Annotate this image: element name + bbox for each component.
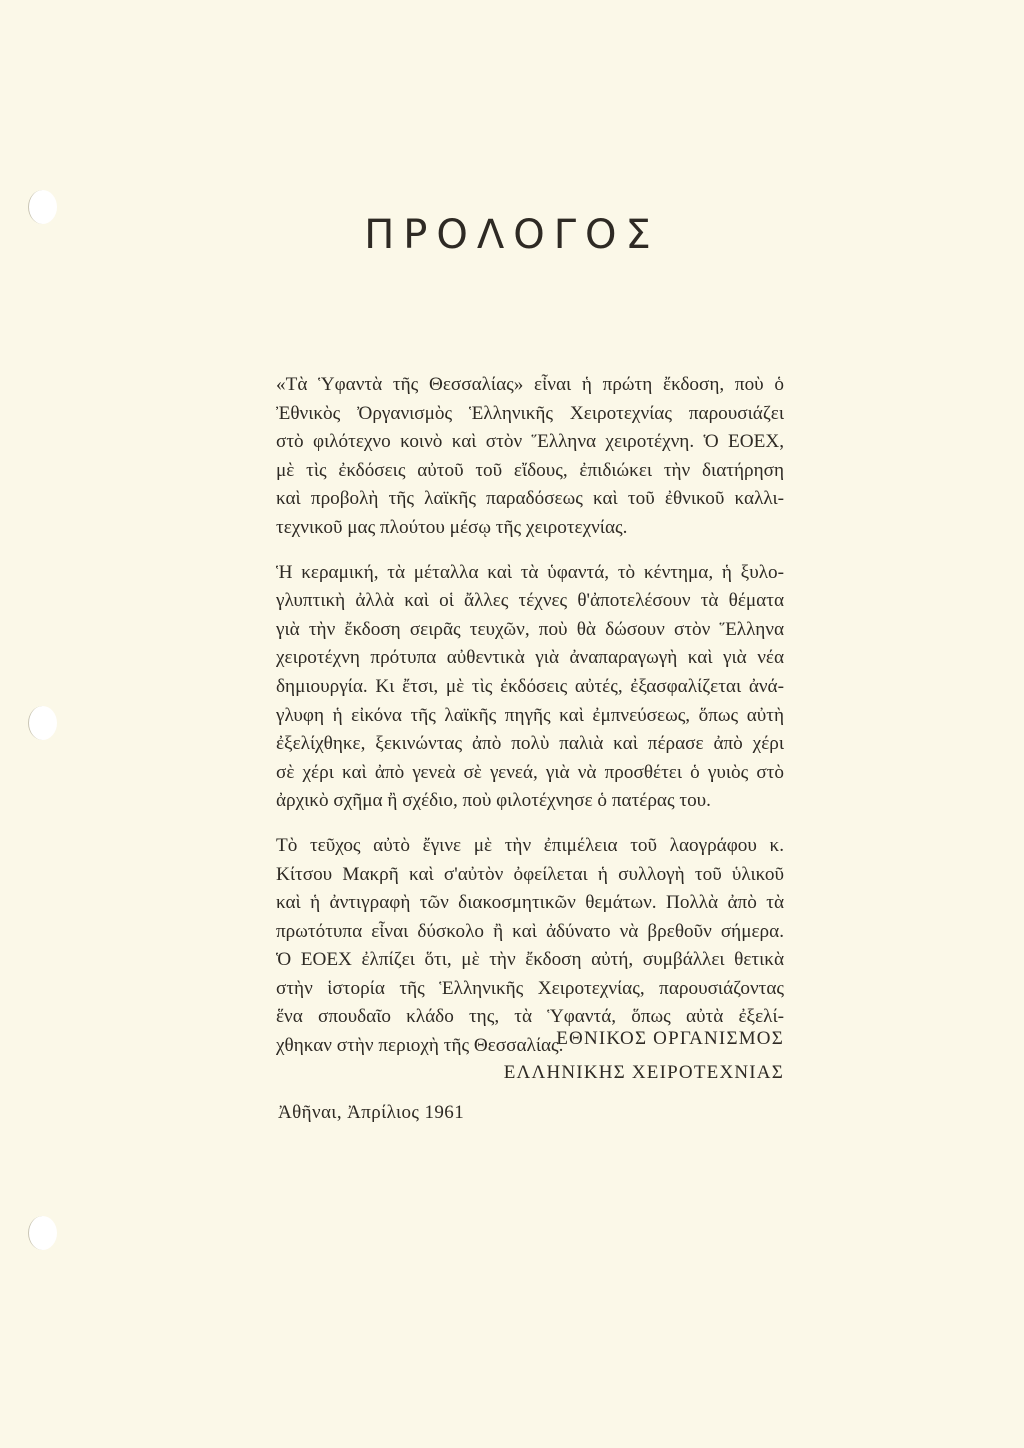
- text-line: σὲ χέρι καὶ ἀπὸ γενεὰ σὲ γενεά, γιὰ νὰ προσθέτει ὁ γυιὸς στὸ: [276, 761, 784, 783]
- signature-line: ΕΘΝΙΚΟΣ ΟΡΓΑΝΙΣΜΟΣ: [556, 1028, 784, 1049]
- text-line: Ὁ ΕΟΕΧ ἐλπίζει ὅτι, μὲ τὴν ἔκδοση αὐτή, συμβάλλει θετικὰ: [276, 949, 784, 971]
- text-line: καὶ ἡ ἀντιγραφὴ τῶν διακοσμητικῶν θεμάτων. Πολλὰ ἀπὸ τὰ: [276, 892, 784, 914]
- paragraph-1: [276, 371, 784, 543]
- text-line: χειροτέχνη πρότυπα αὐθεντικὰ γιὰ ἀναπαραγωγὴ καὶ γιὰ νέα: [276, 647, 784, 669]
- text-line: Τὸ τεῦχος αὐτὸ ἔγινε μὲ τὴν ἐπιμέλεια τοῦ λαογράφου κ.: [276, 834, 784, 856]
- text-line: Ἐθνικὸς Ὀργανισμὸς Ἑλληνικῆς Χειροτεχνίας παρουσιάζει: [276, 402, 784, 424]
- text-line: «Τὰ Ὑφαντὰ τῆς Θεσσαλίας» εἶναι ἡ πρώτη ἔκδοση, ποὺ ὁ: [276, 374, 784, 395]
- text-line: ἐξελίχθηκε, ξεκινώντας ἀπὸ πολὺ παλιὰ καὶ πέρασε ἀπὸ χέρι: [276, 733, 784, 755]
- text-line: χθηκαν στὴν περιοχὴ τῆς Θεσσαλίας.: [276, 1035, 564, 1057]
- text-line: Ἡ κεραμική, τὰ μέταλλα καὶ τὰ ὑφαντά, τὸ κέντημα, ἡ ξυλο-: [276, 561, 784, 583]
- text-line: γλυπτικὴ ἀλλὰ καὶ οἱ ἄλλες τέχνες θ'ἀποτελέσουν τὰ θέματα: [276, 590, 784, 612]
- text-line: μὲ τὶς ἐκδόσεις αὐτοῦ τοῦ εἴδους, ἐπιδιώκει τὴν διατήρηση: [276, 459, 784, 481]
- signature-line: ΕΛΛΗΝΙΚΗΣ ΧΕΙΡΟΤΕΧΝΙΑΣ: [503, 1062, 784, 1083]
- text-line: καὶ προβολὴ τῆς λαϊκῆς παραδόσεως καὶ τοῦ ἐθνικοῦ καλλι-: [276, 488, 784, 510]
- text-line: γιὰ τὴν ἔκδοση σειρᾶς τευχῶν, ποὺ θὰ δώσουν στὸν Ἕλληνα: [276, 618, 784, 640]
- text-line: στὴν ἱστορία τῆς Ἑλληνικῆς Χειροτεχνίας, παρουσιάζοντας: [276, 977, 784, 999]
- dateline: Ἀθῆναι, Ἀπρίλιος 1961: [278, 1102, 465, 1123]
- prologue-body: [276, 371, 784, 1077]
- text-line: δημιουργία. Κι ἔτσι, μὲ τὶς ἐκδόσεις αὐτές, ἐξασφαλίζεται ἀνά-: [276, 675, 784, 697]
- page-title: ΠΡΟΛΟΓΟΣ: [364, 212, 660, 258]
- text-line: πρωτότυπα εἶναι δύσκολο ἢ καὶ ἀδύνατο νὰ βρεθοῦν σήμερα.: [276, 920, 784, 942]
- text-line: γλυφη ἡ εἰκόνα τῆς λαϊκῆς πηγῆς καὶ ἐμπνεύσεως, ὅπως αὐτὴ: [276, 704, 784, 726]
- text-line: ἕνα σπουδαῖο κλάδο της, τὰ Ὑφαντά, ὅπως αὐτὰ ἐξελί-: [276, 1006, 784, 1028]
- text-line: στὸ φιλότεχνο κοινὸ καὶ στὸν Ἕλληνα χειροτέχνη. Ὁ ΕΟΕΧ,: [276, 431, 784, 453]
- text-line: Κίτσου Μακρῆ καὶ σ'αὐτὸν ὀφείλεται ἡ συλλογὴ τοῦ ὑλικοῦ: [276, 863, 784, 885]
- paragraph-2: [276, 559, 784, 816]
- text-line: ἀρχικὸ σχῆμα ἢ σχέδιο, ποὺ φιλοτέχνησε ὁ πατέρας του.: [276, 790, 711, 812]
- binder-hole: [28, 706, 57, 740]
- signature-block: [0, 1022, 784, 1090]
- text-line: τεχνικοῦ μας πλούτου μέσῳ τῆς χειροτεχνίας.: [276, 516, 628, 538]
- binder-hole: [28, 1216, 57, 1250]
